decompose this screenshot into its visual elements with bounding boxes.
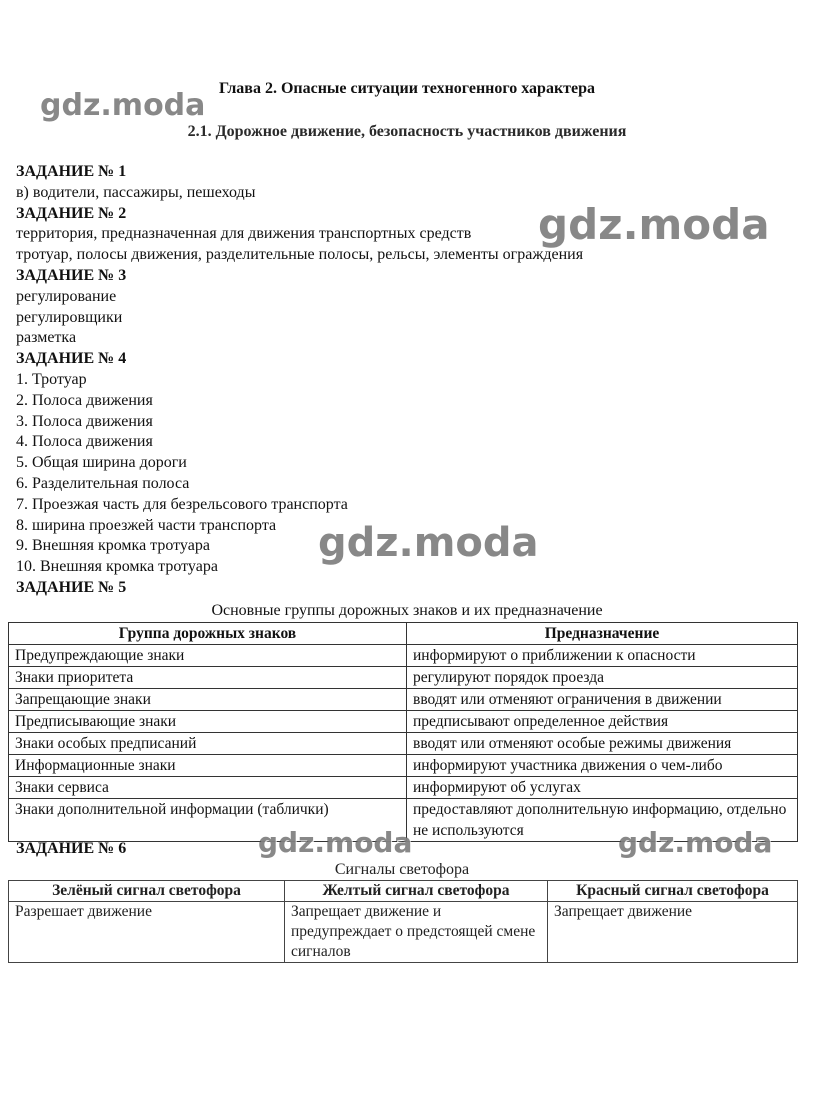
table-cell: предоставляют дополнительную информацию, отдельно не используются [407,799,798,842]
table-header-row [9,623,798,645]
table-cell: Предписывающие знаки [9,711,407,733]
table-cell: Запрещает движение [548,902,798,963]
table-cell: информируют об услугах [407,777,798,799]
task1-title: ЗАДАНИЕ № 1 [16,163,127,180]
task3-title: ЗАДАНИЕ № 3 [16,266,127,284]
section-title: 2.1. Дорожное движение, безопасность участников движения [187,123,627,140]
table-cell: информируют участника движения о чем-либо [407,755,798,777]
table-header-row [9,881,798,902]
table-row [9,755,798,777]
table-cell: вводят или отменяют ограничения в движении [407,689,798,711]
table-header-cell: Красный сигнал светофора [548,881,798,902]
task4-line: 6. Разделительная полоса [16,474,190,492]
table-cell: Предупреждающие знаки [9,645,407,667]
table-cell: Знаки особых предписаний [9,733,407,755]
watermark: gdz.moda [258,826,413,859]
table-header-cell: Предназначение [407,623,798,645]
table-cell: Запрещает движение и предупреждает о предстоящей смене сигналов [285,902,548,963]
signs-table-caption: Основные группы дорожных знаков и их предназначение [211,602,603,619]
table-cell: Информационные знаки [9,755,407,777]
task4-line: 10. Внешняя кромка тротуара [16,558,218,576]
task4-line: 2. Полоса движения [16,391,153,409]
watermark: gdz.moda [538,200,770,249]
table-cell: информируют о приближении к опасности [407,645,798,667]
table-cell: предписывают определенное действия [407,711,798,733]
task4-line: 4. Полоса движения [16,433,153,451]
table-row [9,711,798,733]
task4-line: 5. Общая ширина дороги [16,454,187,472]
table-cell: вводят или отменяют особые режимы движения [407,733,798,755]
table-header-cell: Группа дорожных знаков [9,623,407,645]
table-cell: Знаки дополнительной информации (таблички) [9,799,407,842]
table-cell: Знаки сервиса [9,777,407,799]
lights-table-caption: Сигналы светофора [334,861,470,878]
task3-line: разметка [16,329,77,347]
table-row [9,667,798,689]
task2-line: территория, предназначенная для движения транспортных средств [16,225,472,243]
chapter-title: Глава 2. Опасные ситуации техногенного характера [218,80,596,97]
task6-title: ЗАДАНИЕ № 6 [16,840,127,857]
table-row [9,645,798,667]
watermark: gdz.moda [318,520,539,566]
task4-line: 7. Проезжая часть для безрельсового транспорта [16,495,348,513]
table-row [9,777,798,799]
traffic-lights-table [8,880,798,963]
table-header-cell: Зелёный сигнал светофора [9,881,285,902]
table-cell: Знаки приоритета [9,667,407,689]
table-row [9,902,798,963]
table-cell: Запрещающие знаки [9,689,407,711]
table-row [9,733,798,755]
table-cell: Разрешает движение [9,902,285,963]
task2-title: ЗАДАНИЕ № 2 [16,204,127,222]
task2-line: тротуар, полосы движения, разделительные полосы, рельсы, элементы ограждения [16,246,584,264]
task4-line: 1. Тротуар [16,370,87,388]
task3-line: регулирование [16,287,117,305]
task1-line: в) водители, пассажиры, пешеходы [16,183,256,201]
task4-line: 3. Полоса движения [16,412,153,430]
task4-line: 9. Внешняя кромка тротуара [16,537,210,555]
task4-line: 8. ширина проезжей части транспорта [16,516,277,534]
table-row [9,689,798,711]
table-cell: регулируют порядок проезда [407,667,798,689]
watermark: gdz.moda [618,826,773,859]
table-header-cell: Желтый сигнал светофора [285,881,548,902]
task5-title: ЗАДАНИЕ № 5 [16,578,127,596]
watermark: gdz.moda [40,88,206,123]
task3-line: регулировщики [16,308,123,326]
task4-title: ЗАДАНИЕ № 4 [16,350,127,368]
road-signs-table [8,622,798,842]
